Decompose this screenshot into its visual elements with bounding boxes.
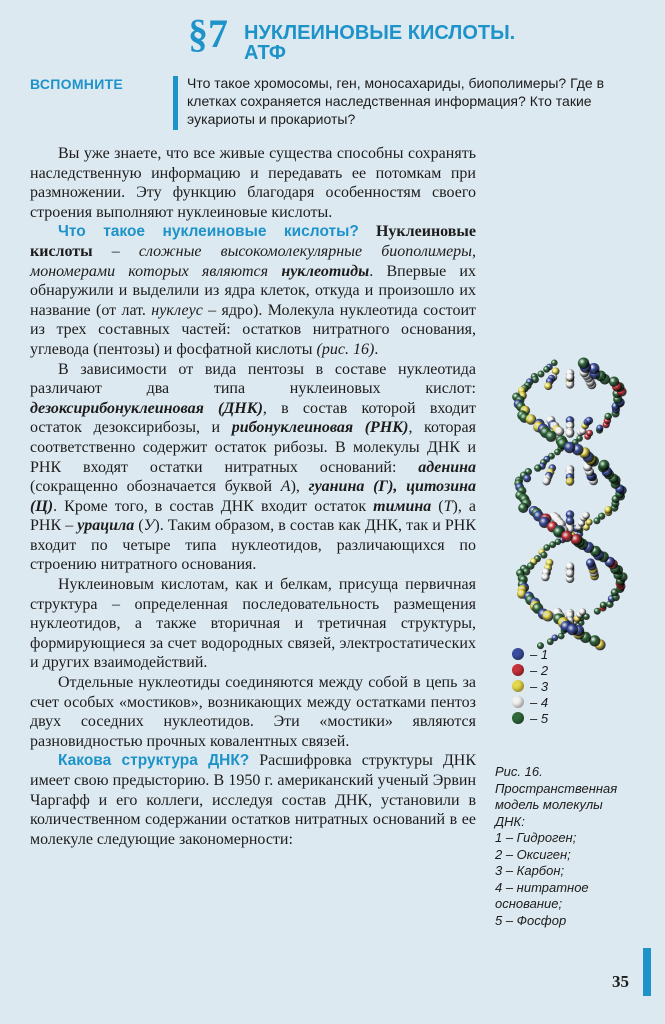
text-run: (рис. 16) [316, 340, 375, 358]
legend-swatch [512, 696, 524, 708]
atom-sphere [518, 503, 528, 513]
legend-item [512, 678, 592, 694]
atom-sphere [567, 624, 578, 635]
atom-sphere [586, 558, 595, 567]
text-run: У [143, 517, 155, 535]
caption-line: 4 – нитратное [495, 879, 589, 895]
dna-model-illustration [495, 355, 645, 655]
atom-sphere [554, 449, 561, 456]
paragraph-number: §7 [188, 11, 228, 56]
text-run: аденина [418, 458, 476, 476]
text-run: (сокращенно обозначается буквой [30, 478, 281, 496]
atom-sphere [600, 602, 607, 609]
caption-line: 1 – Гидроген; [495, 830, 577, 845]
caption-line: модель молекулы [495, 797, 603, 812]
body-paragraph [30, 751, 476, 849]
page-marker [643, 948, 651, 996]
atom-sphere [538, 371, 545, 378]
text-run: гуанина (Г), цитозина (Ц) [30, 478, 476, 515]
text-run: – ядро). Молекула нуклеотида состоит из трех составных частей: остатков нитратного основания, углевода (пентозы) и фосфатной кислоты [30, 301, 477, 358]
atom-sphere [585, 417, 593, 425]
text-run: . Кроме того, в состав ДНК входит остаток [53, 497, 374, 515]
atom-sphere [542, 477, 550, 485]
body-paragraph [30, 575, 476, 673]
body-paragraph [30, 222, 476, 359]
legend-item [512, 694, 592, 710]
legend-swatch [512, 680, 524, 692]
atom-sphere [586, 430, 593, 437]
atom-sphere [566, 373, 575, 382]
remember-questions: Что такое хромосомы, ген, моносахариды, биополимеры? Где в клетках сохраняется наследственная информация? Кто такие эукариоты и прокариоты? [187, 75, 605, 127]
caption-line: Рис. 16. [495, 764, 543, 779]
page-number: 35 [612, 972, 629, 991]
caption-line: ДНК: [495, 813, 525, 829]
text-run: рибонуклеиновая (РНК) [231, 419, 409, 437]
atom-sphere [566, 569, 575, 578]
atom-sphere [544, 382, 552, 390]
text-run: Т [443, 497, 453, 515]
legend-label: – 4 [530, 694, 549, 710]
text-run: – [92, 242, 139, 260]
atom-sphere [566, 477, 575, 486]
legend-label: – 5 [530, 710, 549, 726]
text-run [359, 223, 376, 240]
atom-sphere [576, 435, 583, 442]
text-run: ), а РНК – [30, 497, 477, 535]
text-run: ( [431, 497, 444, 515]
caption-line: 3 – Карбон; [495, 863, 565, 878]
text-run: . [374, 340, 379, 358]
caption-line: основание; [495, 896, 563, 911]
atom-sphere [596, 425, 603, 432]
remember-label: ВСПОМНИТЕ [30, 76, 124, 92]
atom-sphere [541, 573, 549, 581]
body-paragraph [30, 673, 476, 751]
atom-sphere [566, 429, 575, 438]
text-run: Нуклеиновые кислоты [30, 223, 476, 260]
figure-legend [512, 646, 592, 726]
section-heading: Что такое нуклеиновые кислоты? [58, 223, 359, 241]
text-run: . Впервые их обнаружили и выделили из ядра клеток, откуда и произошло их название (от лат. [30, 262, 476, 319]
atom-sphere [558, 633, 565, 640]
atom-sphere [547, 638, 554, 645]
body-paragraph [30, 360, 476, 576]
atom-sphere [598, 513, 605, 520]
text-run: нуклеус [151, 301, 203, 319]
title-line-1: НУКЛЕИНОВЫЕ КИСЛОТЫ. [244, 22, 516, 44]
body-paragraph [30, 144, 476, 222]
caption-line: 5 – Фосфор [495, 912, 567, 928]
figure-caption [495, 764, 655, 929]
caption-line: 2 – Оксиген; [495, 846, 571, 862]
legend-label: – 3 [530, 678, 549, 694]
text-run: урацила [77, 517, 135, 535]
text-run: ), [290, 478, 309, 496]
atom-sphere [579, 608, 586, 615]
atom-sphere [561, 531, 572, 542]
atom-sphere [604, 413, 612, 421]
atom-sphere [540, 552, 547, 559]
text-run: ( [134, 517, 144, 535]
text-run: Вы уже знаете, что все живые существа способны сохранять наследственную информацию и передавать ее потомкам при размножении. Эту функцию благодаря особенностям своего строения выполняют нуклеиновые кислоты. [30, 145, 476, 221]
legend-swatch [512, 664, 524, 676]
caption-line: Пространственная [495, 780, 618, 796]
legend-swatch [512, 712, 524, 724]
text-run: сложные высокомолекулярные биополимеры, мономерами которых являются [30, 242, 477, 280]
text-run: Отдельные нуклеотиды соединяются между собой в цепь за счет особых «мостиков», возникающих между остатками пентоз двух соседних нуклеотидов. Эти «мостики» являются разновидностью прочных ковалентных связей. [30, 674, 476, 750]
text-run: дезоксирибонуклеиновая (ДНК) [30, 399, 263, 417]
text-run: ). Таким образом, в состав как ДНК, так и РНК входит по четыре типа нуклеотидов, различающихся по строению нитратного основания. [30, 517, 477, 574]
atom-sphere [578, 358, 589, 369]
section-heading: Какова структура ДНК? [58, 752, 250, 770]
legend-item [512, 710, 592, 726]
text-run: А [280, 478, 291, 496]
text-run: Расшифровка структуры ДНК имеет свою предысторию. В 1950 г. американский ученый Эрвин Чаргафф и его коллеги, исследуя состав ДНК, установили в количественном содержании остатков нитратных оснований в ее молекуле следующие закономерности: [30, 752, 476, 848]
body-text [30, 144, 476, 849]
atom-sphere [564, 442, 575, 453]
text-run: нуклеотиды [281, 262, 370, 280]
remember-bar [173, 76, 178, 130]
text-run: , которая соответственно содержит остаток рибозы. В молекулы ДНК и РНК входят остатки нитратных оснований: [30, 419, 477, 476]
atom-sphere [566, 517, 575, 526]
text-run: Нуклеиновым кислотам, как и белкам, присуща первичная структура – определенная последовательность размещения нуклеотидов, а также вторичная и третичная структуры, формирующиеся за счет водородных связей, электростатических и других взаимодействий. [30, 576, 476, 672]
atom-sphere [534, 464, 541, 471]
legend-item [512, 646, 592, 662]
text-run: В зависимости от вида пентозы в составе нуклеотида различают два типа нуклеиновых кислот: [30, 360, 476, 398]
atom-sphere [599, 460, 610, 471]
legend-label: – 2 [530, 662, 549, 678]
legend-item [512, 662, 592, 678]
atom-sphere [582, 512, 590, 520]
legend-swatch [512, 648, 524, 660]
atom-sphere [542, 610, 553, 621]
atom-sphere [523, 474, 531, 482]
text-run: тимина [373, 497, 432, 515]
title-line-2: АТФ [244, 42, 286, 64]
atom-sphere [609, 377, 619, 387]
atom-sphere [545, 431, 556, 442]
text-run: , в состав которой входит остаток дезоксирибозы, и [30, 399, 476, 437]
atom-sphere [543, 366, 550, 373]
atom-sphere [549, 541, 556, 548]
legend-label: – 1 [530, 646, 549, 662]
